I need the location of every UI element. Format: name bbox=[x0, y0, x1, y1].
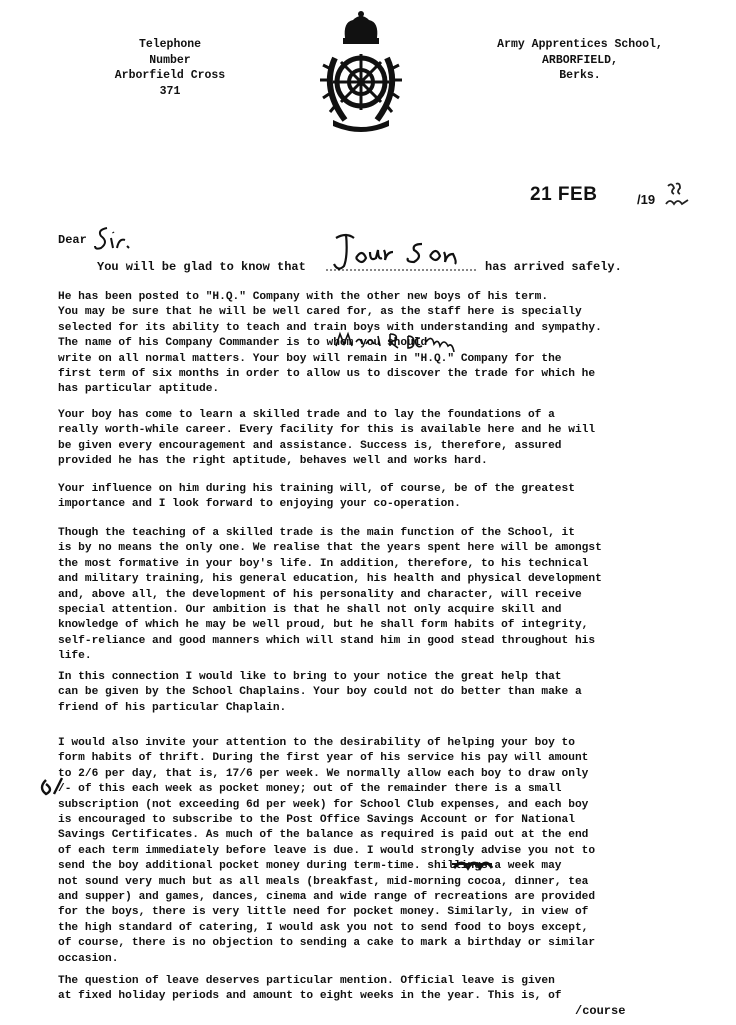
salutation-word: Dear bbox=[58, 233, 87, 247]
date-stamp bbox=[530, 180, 690, 210]
paragraph-line: at fixed holiday periods and amount to eight weeks in the year. This is, of bbox=[58, 990, 562, 1003]
paragraph-line: occasion. bbox=[58, 952, 119, 965]
paragraph-line: and military training, his general education, his health and physical development bbox=[58, 573, 602, 586]
paragraph-line: Your influence on him during his training will, of course, be of the greatest bbox=[58, 483, 575, 495]
paragraph-line: form habits of thrift. During the first year of his service his pay will amount bbox=[58, 752, 589, 765]
paragraph-line: the most formative in your boy's life. In addition, therefore, to his technical bbox=[58, 557, 589, 570]
paragraph-line: special attention. Our ambition is that he shall not only acquire skill and bbox=[58, 604, 562, 617]
paragraph-line: friend of his particular Chaplain. bbox=[58, 701, 287, 714]
handwritten-date-marks bbox=[530, 180, 690, 210]
paragraph-line: is encouraged to subscribe to the Post Office Savings Account or for National bbox=[58, 814, 575, 827]
paragraph-line: Your boy has come to learn a skilled trade and to lay the foundations of a bbox=[58, 409, 555, 421]
school-name: Army Apprentices School, bbox=[497, 38, 663, 51]
paragraph-line: /- of this each week as pocket money; out of the remainder there is a small bbox=[58, 783, 562, 796]
paragraph-line: to 2/6 per day, that is, 17/6 per week. We normally allow each boy to draw only bbox=[58, 767, 589, 780]
date-year-prefix: /19 bbox=[637, 192, 656, 207]
handwritten-sir-signature bbox=[93, 222, 153, 252]
paragraph-line: and supper) and games, dances, cinema and wide range of recreations are provided bbox=[58, 891, 596, 904]
paragraph-line: has particular aptitude. bbox=[58, 383, 220, 396]
handwritten-pocket-money-amount bbox=[38, 776, 78, 798]
paragraph-line: is by no means the only one. We realise that the years spent here will be amongst bbox=[58, 542, 602, 555]
handwritten-commander-name bbox=[334, 330, 464, 352]
number-label: Number bbox=[149, 53, 191, 67]
paragraph-line: for the boys, there is very little need for pocket money. Similarly, in view of bbox=[58, 906, 589, 919]
telephone-number: 371 bbox=[159, 84, 181, 98]
paragraph-line: The question of leave deserves particular mention. Official leave is given bbox=[58, 975, 555, 987]
opening-start: You will be glad to know that bbox=[97, 260, 306, 274]
continuation-marker: /course bbox=[575, 1004, 626, 1018]
paragraph-leave bbox=[58, 974, 698, 1005]
school-town: ARBORFIELD, bbox=[542, 53, 618, 67]
school-address-block bbox=[482, 37, 678, 84]
telephone-block bbox=[108, 37, 232, 99]
paragraph-line: Though the teaching of a skilled trade is the main function of the School, it bbox=[58, 527, 575, 539]
paragraph-line: Savings Certificates. As much of the balance as required is paid out at the end bbox=[58, 829, 589, 842]
paragraph-line: of each term immediately before leave is due. I would strongly advise you not to bbox=[58, 844, 596, 857]
opening-end: has arrived safely. bbox=[485, 260, 622, 274]
paragraph-line: self-reliance and good manners which will stand him in good stead throughout his bbox=[58, 634, 596, 647]
paragraph-influence bbox=[58, 482, 698, 513]
paragraph-line: You may be sure that he will be well cared for, as the staff here is specially bbox=[58, 306, 582, 319]
paragraph-line: not sound very much but as all meals (breakfast, mid-morning cocoa, dinner, tea bbox=[58, 875, 589, 888]
handwritten-shillings-amount bbox=[452, 856, 494, 874]
paragraph-line: really worth-while career. Every facility for this is available here and he will bbox=[58, 424, 596, 437]
paragraph-line: I would also invite your attention to the desirability of helping your boy to bbox=[58, 737, 575, 749]
paragraph-line: can be given by the School Chaplains. Your boy could not do better than make a bbox=[58, 686, 582, 699]
paragraph-line: be given every encouragement and assistance. Success is, therefore, assured bbox=[58, 439, 562, 452]
crown-crest-icon bbox=[315, 8, 407, 134]
paragraph-line: write on all normal matters. Your boy will remain in "H.Q." Company for the bbox=[58, 352, 562, 365]
paragraph-line: In this connection I would like to bring to your notice the great help that bbox=[58, 671, 562, 683]
paragraph-line: life. bbox=[58, 650, 92, 663]
telephone-label: Telephone bbox=[138, 38, 202, 51]
salutation bbox=[58, 222, 258, 252]
paragraph-line: provided he has the right aptitude, behaves well and works hard. bbox=[58, 455, 488, 468]
exchange-name: Arborfield Cross bbox=[114, 69, 226, 82]
paragraph-line: of course, there is no objection to sending a cake to mark a birthday or similar bbox=[58, 937, 596, 950]
date-day-month: 21 FEB bbox=[530, 184, 598, 205]
handwritten-your-son bbox=[322, 232, 482, 276]
paragraph-chaplains bbox=[58, 670, 698, 716]
paragraph-line: importance and I look forward to enjoying your co-operation. bbox=[58, 498, 461, 511]
paragraph-line: first term of six months in order to allow us to discover the trade for which he bbox=[58, 368, 596, 381]
paragraph-trade bbox=[58, 408, 698, 470]
paragraph-line: the high standard of catering, I would ask you not to send food to boys except, bbox=[58, 921, 589, 934]
paragraph-line: and, above all, the development of his personality and character, will receive bbox=[58, 588, 582, 601]
paragraph-line: He has been posted to "H.Q." Company with the other new boys of his term. bbox=[58, 291, 549, 303]
paragraph-line: selected for its ability to teach and train boys with understanding and sympathy. bbox=[58, 321, 602, 334]
paragraph-thrift bbox=[58, 736, 698, 967]
paragraph-line: The name of his Company Commander is to whom you should bbox=[58, 337, 428, 350]
paragraph-line: knowledge of which he may be well proud, but he shall form habits of integrity, bbox=[58, 619, 589, 632]
paragraph-line: send the boy additional pocket money during term-time. shillings a week may bbox=[58, 860, 562, 873]
paragraph-education bbox=[58, 526, 698, 665]
school-county: Berks. bbox=[559, 69, 601, 82]
paragraph-line: subscription (not exceeding 6d per week) for School Club expenses, and each boy bbox=[58, 798, 589, 811]
